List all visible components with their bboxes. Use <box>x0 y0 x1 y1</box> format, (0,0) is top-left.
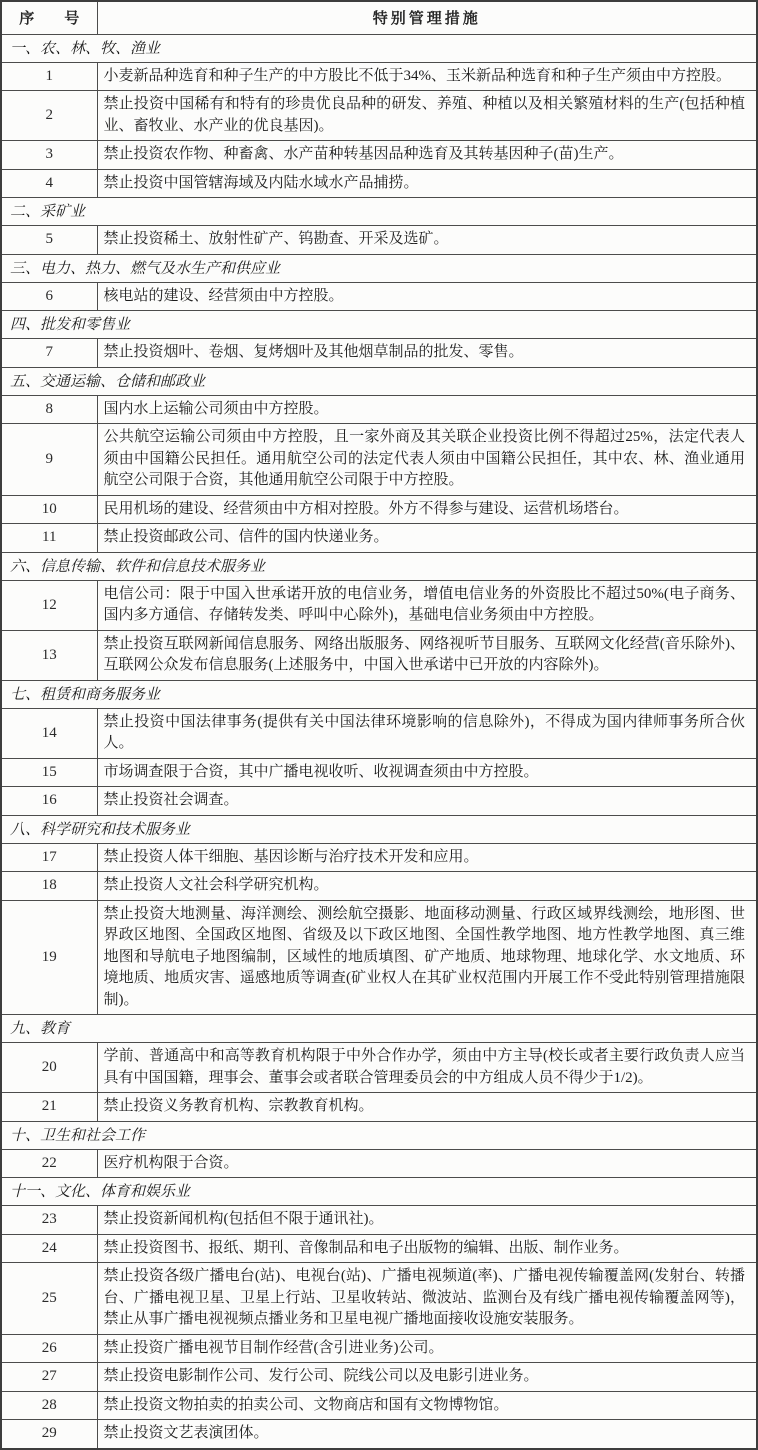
row-serial-number: 13 <box>1 630 97 680</box>
row-serial-number: 25 <box>1 1263 97 1335</box>
row-serial-number: 5 <box>1 226 97 255</box>
row-serial-number: 17 <box>1 843 97 872</box>
section-header-row <box>1 311 757 339</box>
section-header-row <box>1 680 757 708</box>
row-serial-number: 1 <box>1 62 97 91</box>
section-header-row <box>1 254 757 282</box>
table-row <box>1 1334 757 1363</box>
table-row <box>1 1234 757 1263</box>
table-row <box>1 141 757 170</box>
row-serial-number: 24 <box>1 1234 97 1263</box>
table-row <box>1 630 757 680</box>
table-row <box>1 524 757 553</box>
row-measure-text: 禁止投资社会调查。 <box>97 787 757 816</box>
table-row <box>1 787 757 816</box>
table-row <box>1 1206 757 1235</box>
section-title: 七、租赁和商务服务业 <box>1 680 757 708</box>
table-row <box>1 1043 757 1093</box>
table-row <box>1 900 757 1015</box>
row-serial-number: 9 <box>1 424 97 496</box>
row-measure-text: 禁止投资电影制作公司、发行公司、院线公司以及电影引进业务。 <box>97 1363 757 1392</box>
section-title: 十、卫生和社会工作 <box>1 1121 757 1149</box>
row-serial-number: 20 <box>1 1043 97 1093</box>
table-body <box>1 34 757 1449</box>
row-serial-number: 23 <box>1 1206 97 1235</box>
table-row <box>1 339 757 368</box>
section-title: 三、电力、热力、燃气及水生产和供应业 <box>1 254 757 282</box>
row-serial-number: 22 <box>1 1149 97 1178</box>
row-serial-number: 4 <box>1 169 97 198</box>
table-row <box>1 495 757 524</box>
row-measure-text: 禁止投资邮政公司、信件的国内快递业务。 <box>97 524 757 553</box>
row-serial-number: 26 <box>1 1334 97 1363</box>
table-row <box>1 91 757 141</box>
row-measure-text: 禁止投资稀土、放射性矿产、钨勘查、开采及选矿。 <box>97 226 757 255</box>
section-title: 十一、文化、体育和娱乐业 <box>1 1178 757 1206</box>
table-row <box>1 708 757 758</box>
table-row <box>1 226 757 255</box>
row-measure-text: 医疗机构限于合资。 <box>97 1149 757 1178</box>
row-measure-text: 禁止投资各级广播电台(站)、电视台(站)、广播电视频道(率)、广播电视传输覆盖网(发射台、转播台、广播电视卫星、卫星上行站、卫星收转站、微波站、监测台及有线广播电视传输覆盖网等)，禁止从事广播电视视频点播业务和卫星电视广播地面接收设施安装服务。 <box>97 1263 757 1335</box>
row-serial-number: 15 <box>1 758 97 787</box>
section-header-row <box>1 198 757 226</box>
row-serial-number: 3 <box>1 141 97 170</box>
measures-column-header: 特别管理措施 <box>97 1 757 34</box>
section-header-row <box>1 34 757 62</box>
section-header-row <box>1 1178 757 1206</box>
section-title: 八、科学研究和技术服务业 <box>1 815 757 843</box>
row-measure-text: 禁止投资人体干细胞、基因诊断与治疗技术开发和应用。 <box>97 843 757 872</box>
section-header-row <box>1 367 757 395</box>
serial-number-column-header: 序 号 <box>1 1 97 34</box>
row-measure-text: 禁止投资图书、报纸、期刊、音像制品和电子出版物的编辑、出版、制作业务。 <box>97 1234 757 1263</box>
table-row <box>1 758 757 787</box>
row-serial-number: 16 <box>1 787 97 816</box>
row-serial-number: 8 <box>1 395 97 424</box>
table-row <box>1 1363 757 1392</box>
row-measure-text: 禁止投资广播电视节目制作经营(含引进业务)公司。 <box>97 1334 757 1363</box>
row-measure-text: 禁止投资互联网新闻信息服务、网络出版服务、网络视听节目服务、互联网文化经营(音乐除外)、互联网公众发布信息服务(上述服务中，中国入世承诺中已开放的内容除外)。 <box>97 630 757 680</box>
section-title: 二、采矿业 <box>1 198 757 226</box>
row-serial-number: 12 <box>1 580 97 630</box>
row-measure-text: 学前、普通高中和高等教育机构限于中外合作办学，须由中方主导(校长或者主要行政负责人应当具有中国国籍，理事会、董事会或者联合管理委员会的中方组成人员不得少于1/2)。 <box>97 1043 757 1093</box>
row-serial-number: 6 <box>1 282 97 311</box>
table-row <box>1 1420 757 1449</box>
row-measure-text: 禁止投资人文社会科学研究机构。 <box>97 872 757 901</box>
row-measure-text: 民用机场的建设、经营须由中方相对控股。外方不得参与建设、运营机场塔台。 <box>97 495 757 524</box>
row-measure-text: 禁止投资文物拍卖的拍卖公司、文物商店和国有文物博物馆。 <box>97 1391 757 1420</box>
section-header-row <box>1 1121 757 1149</box>
row-measure-text: 禁止投资文艺表演团体。 <box>97 1420 757 1449</box>
row-measure-text: 禁止投资新闻机构(包括但不限于通讯社)。 <box>97 1206 757 1235</box>
table-row <box>1 62 757 91</box>
table-row <box>1 580 757 630</box>
row-measure-text: 禁止投资中国稀有和特有的珍贵优良品种的研发、养殖、种植以及相关繁殖材料的生产(包括种植业、畜牧业、水产业的优良基因)。 <box>97 91 757 141</box>
section-header-row <box>1 552 757 580</box>
section-title: 一、农、林、牧、渔业 <box>1 34 757 62</box>
row-serial-number: 27 <box>1 1363 97 1392</box>
row-serial-number: 18 <box>1 872 97 901</box>
row-measure-text: 禁止投资中国管辖海域及内陆水域水产品捕捞。 <box>97 169 757 198</box>
row-serial-number: 2 <box>1 91 97 141</box>
row-serial-number: 28 <box>1 1391 97 1420</box>
row-serial-number: 19 <box>1 900 97 1015</box>
row-serial-number: 10 <box>1 495 97 524</box>
table-header-row <box>1 1 757 34</box>
row-serial-number: 21 <box>1 1093 97 1122</box>
table-row <box>1 1263 757 1335</box>
table-row <box>1 872 757 901</box>
row-measure-text: 禁止投资烟叶、卷烟、复烤烟叶及其他烟草制品的批发、零售。 <box>97 339 757 368</box>
table-row <box>1 282 757 311</box>
section-title: 四、批发和零售业 <box>1 311 757 339</box>
row-measure-text: 禁止投资大地测量、海洋测绘、测绘航空摄影、地面移动测量、行政区域界线测绘，地形图、世界政区地图、全国政区地图、省级及以下政区地图、全国性教学地图、地方性教学地图、真三维地图和导航电子地图编制，区域性的地质填图、矿产地质、地球物理、地球化学、水文地质、环境地质、地质灾害、遥感地质等调查(矿业权人在其矿业权范围内开展工作不受此特别管理措施限制)。 <box>97 900 757 1015</box>
section-header-row <box>1 815 757 843</box>
table-row <box>1 1093 757 1122</box>
row-measure-text: 电信公司：限于中国入世承诺开放的电信业务，增值电信业务的外资股比不超过50%(电子商务、国内多方通信、存储转发类、呼叫中心除外)，基础电信业务须由中方控股。 <box>97 580 757 630</box>
table-row <box>1 424 757 496</box>
row-measure-text: 公共航空运输公司须由中方控股，且一家外商及其关联企业投资比例不得超过25%，法定代表人须由中国籍公民担任。通用航空公司的法定代表人须由中国籍公民担任，其中农、林、渔业通用航空公司限于合资，其他通用航空公司限于中方控股。 <box>97 424 757 496</box>
table-row <box>1 1149 757 1178</box>
section-title: 五、交通运输、仓储和邮政业 <box>1 367 757 395</box>
table-row <box>1 843 757 872</box>
table-row <box>1 169 757 198</box>
row-serial-number: 29 <box>1 1420 97 1449</box>
row-measure-text: 小麦新品种选育和种子生产的中方股比不低于34%、玉米新品种选育和种子生产须由中方控股。 <box>97 62 757 91</box>
table-row <box>1 395 757 424</box>
row-serial-number: 11 <box>1 524 97 553</box>
row-measure-text: 市场调查限于合资，其中广播电视收听、收视调查须由中方控股。 <box>97 758 757 787</box>
row-measure-text: 禁止投资中国法律事务(提供有关中国法律环境影响的信息除外)，不得成为国内律师事务所合伙人。 <box>97 708 757 758</box>
row-measure-text: 国内水上运输公司须由中方控股。 <box>97 395 757 424</box>
section-title: 六、信息传输、软件和信息技术服务业 <box>1 552 757 580</box>
row-measure-text: 禁止投资义务教育机构、宗教教育机构。 <box>97 1093 757 1122</box>
row-measure-text: 禁止投资农作物、种畜禽、水产苗种转基因品种选育及其转基因种子(苗)生产。 <box>97 141 757 170</box>
table-row <box>1 1391 757 1420</box>
section-title: 九、教育 <box>1 1015 757 1043</box>
row-serial-number: 7 <box>1 339 97 368</box>
row-measure-text: 核电站的建设、经营须由中方控股。 <box>97 282 757 311</box>
row-serial-number: 14 <box>1 708 97 758</box>
section-header-row <box>1 1015 757 1043</box>
